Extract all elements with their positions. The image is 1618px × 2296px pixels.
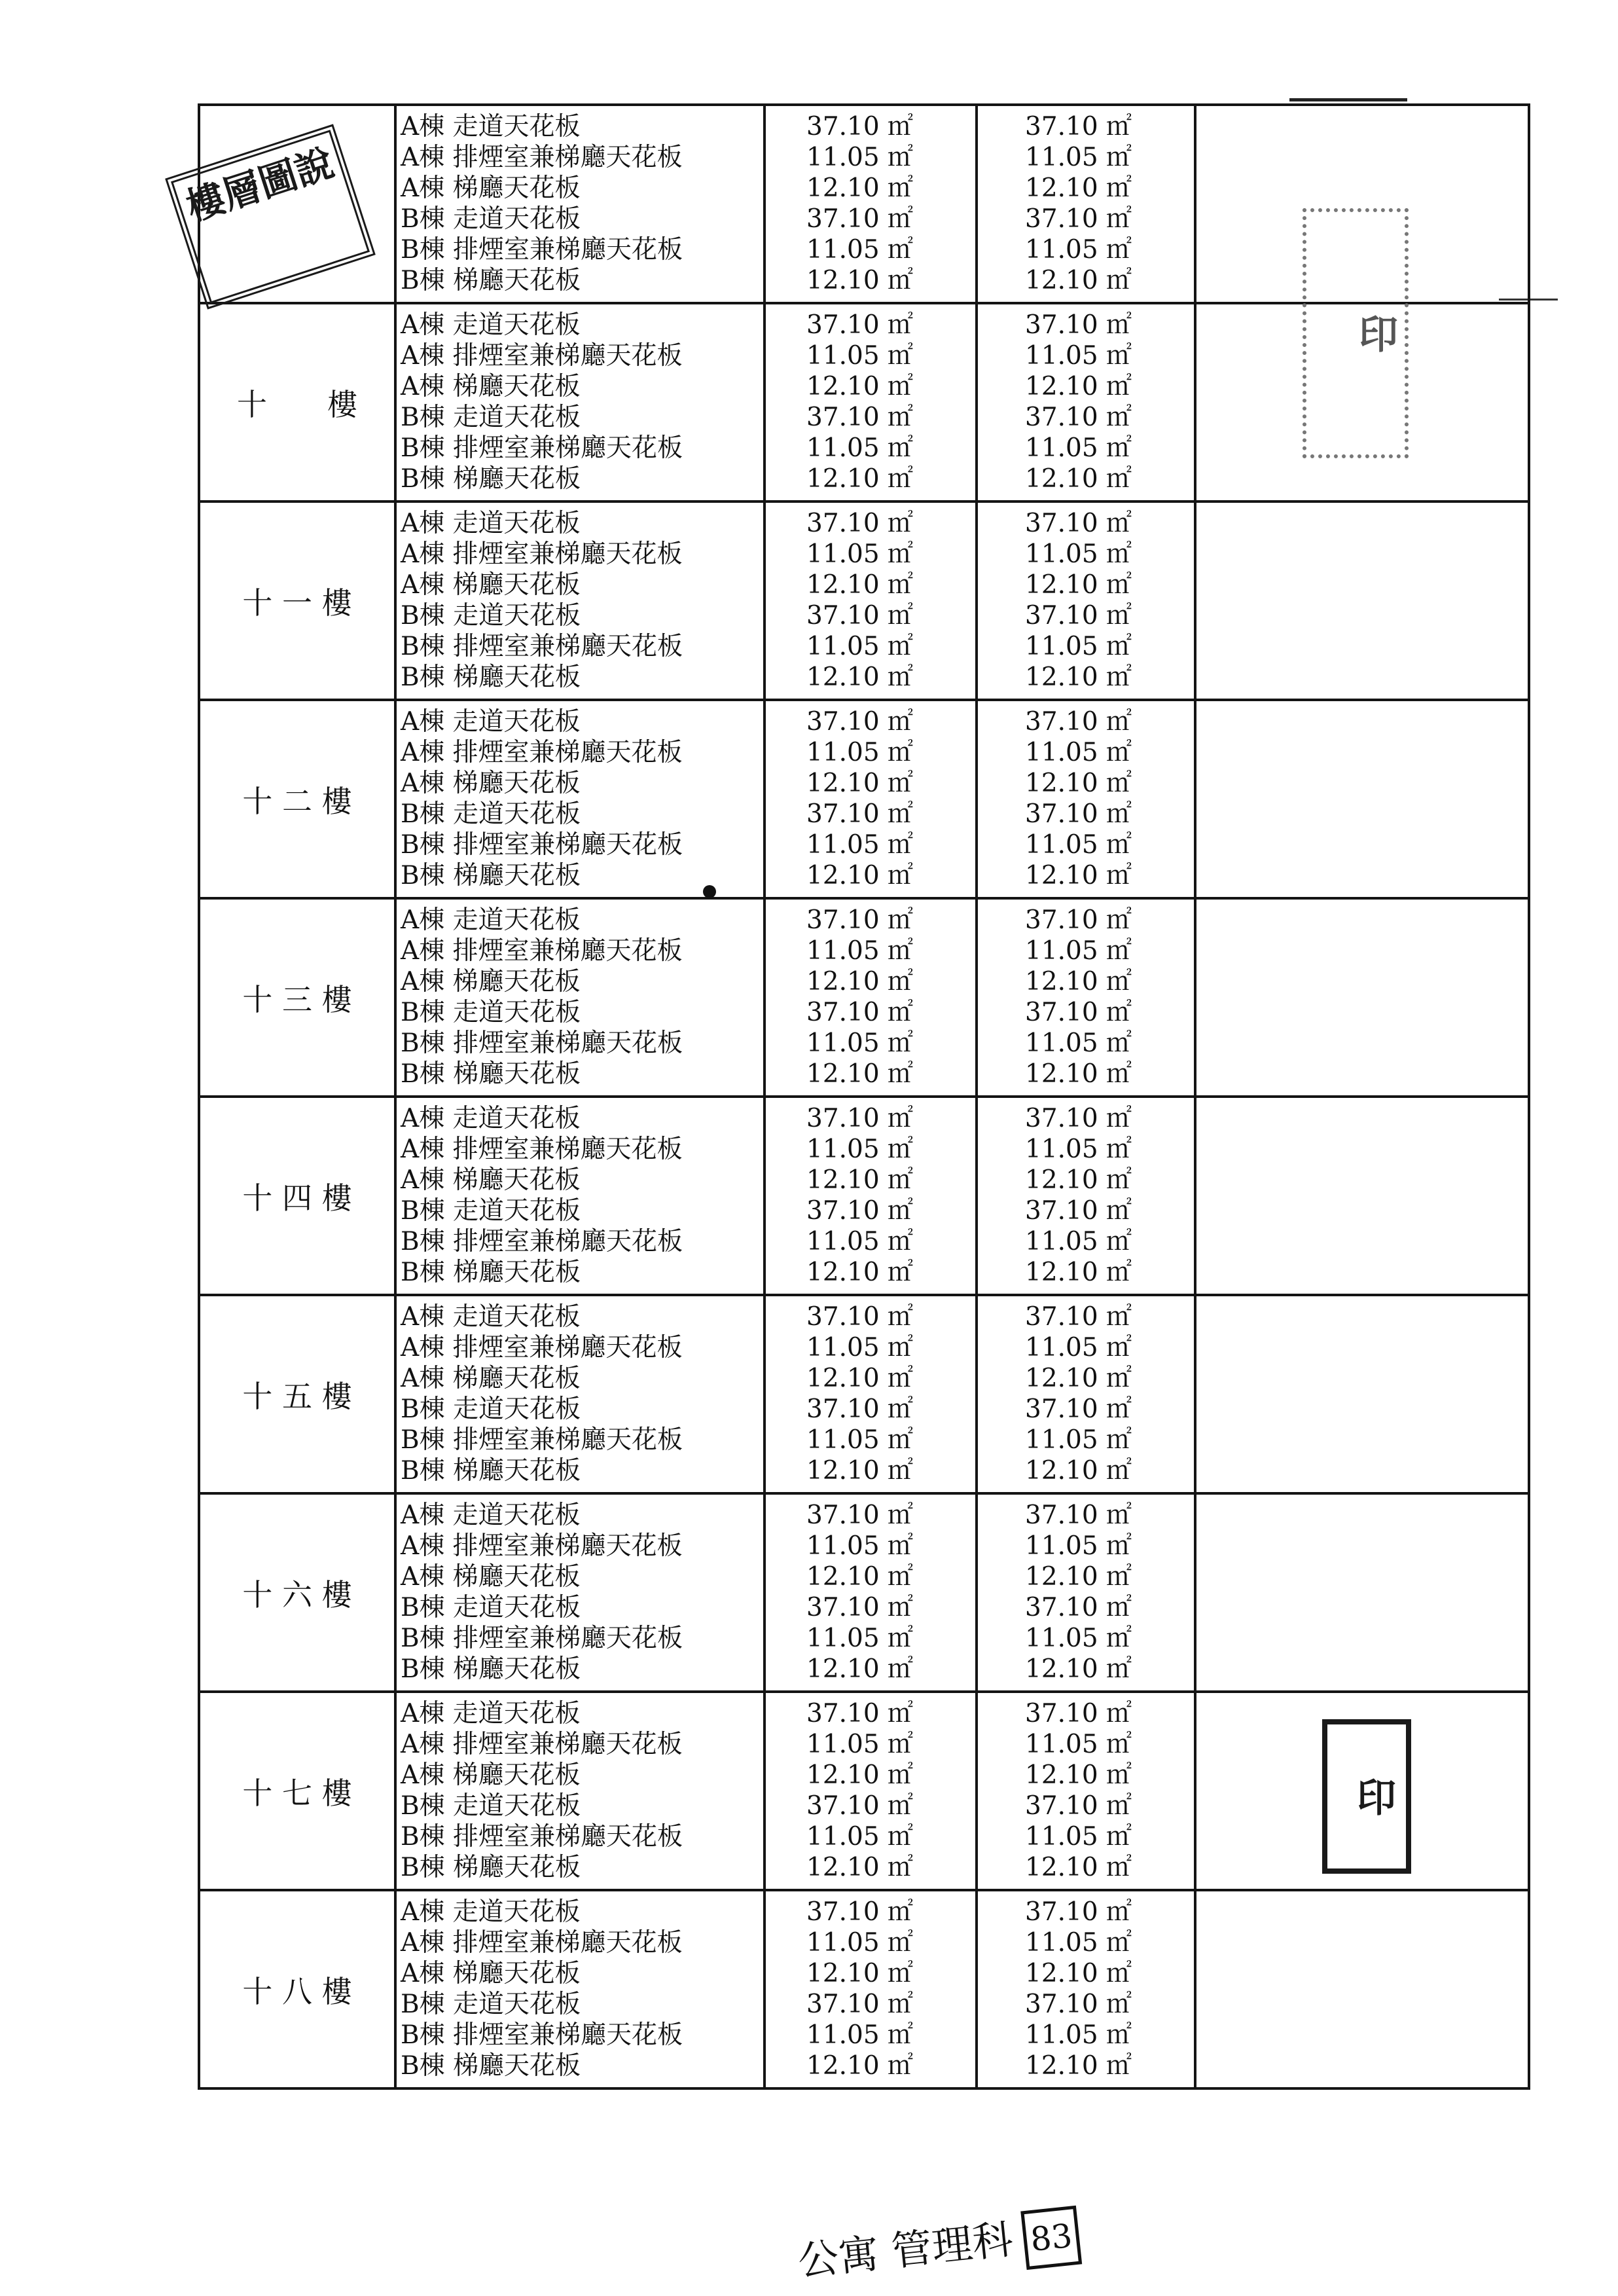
item-line: B棟 梯廳天花板 — [401, 266, 581, 295]
floor-row — [199, 898, 1529, 1097]
area-b-value: 11.05 ㎡ — [1025, 632, 1132, 661]
item-line: B棟 走道天花板 — [401, 1394, 581, 1424]
item-line: B棟 排煙室兼梯廳天花板 — [401, 1624, 683, 1653]
cell-lines — [766, 1891, 975, 2081]
cell-lines — [397, 1891, 763, 2081]
area-b-value: 12.10 ㎡ — [1025, 1562, 1132, 1592]
remarks-cell — [1195, 1097, 1529, 1295]
cell-lines — [978, 503, 1194, 693]
item-line: B棟 排煙室兼梯廳天花板 — [401, 632, 683, 661]
area-a-value: 11.05 ㎡ — [806, 1425, 914, 1455]
item-line: A棟 排煙室兼梯廳天花板 — [401, 1135, 683, 1164]
item-line: B棟 走道天花板 — [401, 1593, 581, 1622]
floor-row — [199, 1295, 1529, 1493]
item-line: B棟 梯廳天花板 — [401, 1059, 581, 1089]
area-a-value: 11.05 ㎡ — [806, 1822, 914, 1851]
area-a-cell — [764, 1097, 977, 1295]
area-b-cell — [977, 1493, 1195, 1692]
item-line: A棟 走道天花板 — [401, 707, 581, 737]
item-cell — [395, 501, 764, 700]
area-a-cell — [764, 105, 977, 303]
area-a-value: 11.05 ㎡ — [806, 1928, 914, 1958]
seal-stamp-right-top — [1303, 208, 1409, 458]
floor-label: 十 一 樓 — [242, 585, 352, 621]
remarks-cell — [1195, 1295, 1529, 1493]
area-a-value: 37.10 ㎡ — [806, 1501, 914, 1530]
item-line: B棟 梯廳天花板 — [401, 1853, 581, 1882]
area-a-value: 12.10 ㎡ — [806, 1562, 914, 1592]
item-cell — [395, 700, 764, 898]
item-line: A棟 梯廳天花板 — [401, 1760, 581, 1790]
area-a-value: 37.10 ㎡ — [806, 601, 914, 630]
area-b-value: 37.10 ㎡ — [1025, 1990, 1132, 2019]
area-b-value: 11.05 ㎡ — [1025, 830, 1132, 860]
area-b-value: 12.10 ㎡ — [1025, 1654, 1132, 1684]
area-a-value: 11.05 ㎡ — [806, 341, 914, 371]
item-line: A棟 走道天花板 — [401, 112, 581, 141]
item-cell — [395, 303, 764, 501]
area-b-value: 37.10 ㎡ — [1025, 1897, 1132, 1927]
item-line: B棟 排煙室兼梯廳天花板 — [401, 1425, 683, 1455]
item-cell — [395, 1097, 764, 1295]
cell-lines — [978, 106, 1194, 296]
area-b-value: 37.10 ㎡ — [1025, 1501, 1132, 1530]
area-b-cell — [977, 303, 1195, 501]
item-line: B棟 梯廳天花板 — [401, 2051, 581, 2081]
item-line: B棟 排煙室兼梯廳天花板 — [401, 235, 683, 264]
area-a-value: 12.10 ㎡ — [806, 769, 914, 798]
area-a-value: 37.10 ㎡ — [806, 112, 914, 141]
cell-lines — [397, 1495, 763, 1685]
floor-label: 十 二 樓 — [242, 783, 352, 819]
item-line: A棟 走道天花板 — [401, 1897, 581, 1927]
cell-lines — [766, 1098, 975, 1288]
area-a-value: 37.10 ㎡ — [806, 1593, 914, 1622]
item-line: B棟 走道天花板 — [401, 1791, 581, 1821]
cell-lines — [397, 1098, 763, 1288]
floor-label-cell — [199, 303, 395, 501]
area-b-value: 12.10 ㎡ — [1025, 1853, 1132, 1882]
area-a-value: 37.10 ㎡ — [806, 403, 914, 432]
floor-label: 十 五 樓 — [242, 1378, 352, 1414]
area-b-value: 11.05 ㎡ — [1025, 1531, 1132, 1561]
floor-row — [199, 700, 1529, 898]
area-a-value: 11.05 ㎡ — [806, 1029, 914, 1058]
area-b-value: 12.10 ㎡ — [1025, 464, 1132, 494]
footer-page-stamp — [795, 2202, 1120, 2287]
area-a-value: 12.10 ㎡ — [806, 1654, 914, 1684]
area-b-value: 11.05 ㎡ — [1025, 2020, 1132, 2050]
area-a-value: 11.05 ㎡ — [806, 2020, 914, 2050]
area-b-value: 11.05 ㎡ — [1025, 143, 1132, 172]
floor-label-cell — [199, 1295, 395, 1493]
cell-lines — [397, 900, 763, 1089]
area-b-value: 12.10 ㎡ — [1025, 2051, 1132, 2081]
area-a-value: 11.05 ㎡ — [806, 632, 914, 661]
cell-lines — [397, 701, 763, 891]
area-b-value: 11.05 ㎡ — [1025, 1227, 1132, 1256]
cell-lines — [766, 1296, 975, 1486]
area-b-value: 37.10 ㎡ — [1025, 905, 1132, 935]
area-b-cell — [977, 700, 1195, 898]
area-b-value: 11.05 ㎡ — [1025, 539, 1132, 569]
item-line: A棟 走道天花板 — [401, 1699, 581, 1728]
area-b-value: 12.10 ㎡ — [1025, 1456, 1132, 1485]
item-line: A棟 排煙室兼梯廳天花板 — [401, 539, 683, 569]
item-line: A棟 梯廳天花板 — [401, 1364, 581, 1393]
cell-lines — [978, 900, 1194, 1089]
area-a-value: 37.10 ㎡ — [806, 1302, 914, 1332]
item-line: B棟 梯廳天花板 — [401, 464, 581, 494]
area-a-value: 11.05 ㎡ — [806, 1624, 914, 1653]
cell-lines — [766, 900, 975, 1089]
item-line: A棟 走道天花板 — [401, 905, 581, 935]
area-a-value: 11.05 ㎡ — [806, 936, 914, 966]
cell-lines — [766, 503, 975, 693]
item-line: B棟 排煙室兼梯廳天花板 — [401, 433, 683, 463]
area-b-value: 37.10 ㎡ — [1025, 707, 1132, 737]
item-line: B棟 走道天花板 — [401, 601, 581, 630]
cell-lines — [766, 106, 975, 296]
area-b-value: 11.05 ㎡ — [1025, 1928, 1132, 1958]
item-line: A棟 梯廳天花板 — [401, 570, 581, 600]
item-line: B棟 梯廳天花板 — [401, 1456, 581, 1485]
area-a-value: 12.10 ㎡ — [806, 1456, 914, 1485]
area-a-value: 11.05 ㎡ — [806, 1227, 914, 1256]
cell-lines — [978, 1495, 1194, 1685]
area-a-value: 12.10 ㎡ — [806, 1364, 914, 1393]
area-b-value: 12.10 ㎡ — [1025, 769, 1132, 798]
area-a-value: 12.10 ㎡ — [806, 2051, 914, 2081]
floor-label: 十 樓 — [237, 386, 357, 422]
area-a-cell — [764, 1493, 977, 1692]
area-b-value: 37.10 ㎡ — [1025, 1394, 1132, 1424]
cell-lines — [766, 1495, 975, 1685]
cell-lines — [978, 1891, 1194, 2081]
item-cell — [395, 898, 764, 1097]
area-a-value: 37.10 ㎡ — [806, 1897, 914, 1927]
floor-label-cell — [199, 1890, 395, 2088]
area-b-value: 11.05 ㎡ — [1025, 235, 1132, 264]
item-line: B棟 梯廳天花板 — [401, 861, 581, 890]
item-cell — [395, 1295, 764, 1493]
area-a-value: 11.05 ㎡ — [806, 738, 914, 767]
cell-lines — [766, 304, 975, 494]
area-a-value: 12.10 ㎡ — [806, 1853, 914, 1882]
remarks-cell — [1195, 1493, 1529, 1692]
cell-lines — [978, 701, 1194, 891]
area-b-value: 37.10 ㎡ — [1025, 403, 1132, 432]
area-a-cell — [764, 1692, 977, 1890]
area-a-value: 37.10 ㎡ — [806, 1196, 914, 1226]
item-line: B棟 梯廳天花板 — [401, 663, 581, 692]
area-b-value: 11.05 ㎡ — [1025, 1822, 1132, 1851]
area-b-value: 12.10 ㎡ — [1025, 1760, 1132, 1790]
area-b-value: 11.05 ㎡ — [1025, 1624, 1132, 1653]
area-a-value: 11.05 ㎡ — [806, 1333, 914, 1362]
area-a-cell — [764, 1295, 977, 1493]
item-line: B棟 走道天花板 — [401, 1196, 581, 1226]
area-b-value: 11.05 ㎡ — [1025, 936, 1132, 966]
area-a-value: 11.05 ㎡ — [806, 1135, 914, 1164]
item-cell — [395, 1493, 764, 1692]
area-b-cell — [977, 898, 1195, 1097]
area-b-value: 37.10 ㎡ — [1025, 1699, 1132, 1728]
floor-label-cell — [199, 898, 395, 1097]
area-b-value: 37.10 ㎡ — [1025, 1791, 1132, 1821]
item-line: A棟 排煙室兼梯廳天花板 — [401, 1730, 683, 1759]
area-b-value: 11.05 ㎡ — [1025, 433, 1132, 463]
area-a-value: 37.10 ㎡ — [806, 799, 914, 829]
area-a-value: 11.05 ㎡ — [806, 1531, 914, 1561]
area-a-value: 37.10 ㎡ — [806, 707, 914, 737]
item-line: B棟 排煙室兼梯廳天花板 — [401, 2020, 683, 2050]
area-a-value: 12.10 ㎡ — [806, 967, 914, 996]
area-b-value: 37.10 ㎡ — [1025, 799, 1132, 829]
item-line: A棟 排煙室兼梯廳天花板 — [401, 738, 683, 767]
area-b-value: 37.10 ㎡ — [1025, 1593, 1132, 1622]
item-line: A棟 走道天花板 — [401, 310, 581, 340]
item-cell — [395, 1890, 764, 2088]
area-a-value: 11.05 ㎡ — [806, 433, 914, 463]
area-a-value: 12.10 ㎡ — [806, 1760, 914, 1790]
area-b-value: 12.10 ㎡ — [1025, 861, 1132, 890]
area-b-value: 37.10 ㎡ — [1025, 601, 1132, 630]
area-b-value: 11.05 ㎡ — [1025, 1135, 1132, 1164]
floor-label: 十 七 樓 — [242, 1775, 352, 1811]
area-a-value: 11.05 ㎡ — [806, 235, 914, 264]
floor-label: 十 三 樓 — [242, 981, 352, 1017]
area-b-cell — [977, 1692, 1195, 1890]
seal-stamp-text: 印 — [1350, 1777, 1396, 1816]
item-cell — [395, 1692, 764, 1890]
scan-mark-top — [1289, 98, 1407, 101]
area-a-value: 37.10 ㎡ — [806, 310, 914, 340]
area-a-value: 12.10 ㎡ — [806, 1258, 914, 1287]
area-b-cell — [977, 1890, 1195, 2088]
area-a-value: 12.10 ㎡ — [806, 266, 914, 295]
item-line: A棟 走道天花板 — [401, 1501, 581, 1530]
area-b-value: 37.10 ㎡ — [1025, 1302, 1132, 1332]
area-a-value: 37.10 ㎡ — [806, 509, 914, 538]
item-line: A棟 排煙室兼梯廳天花板 — [401, 1928, 683, 1958]
area-a-value: 11.05 ㎡ — [806, 143, 914, 172]
item-line: A棟 排煙室兼梯廳天花板 — [401, 143, 683, 172]
area-b-value: 11.05 ㎡ — [1025, 738, 1132, 767]
area-a-value: 11.05 ㎡ — [806, 830, 914, 860]
cell-lines — [397, 1296, 763, 1486]
floor-label-cell — [199, 700, 395, 898]
item-line: A棟 排煙室兼梯廳天花板 — [401, 341, 683, 371]
area-a-value: 37.10 ㎡ — [806, 1394, 914, 1424]
area-b-value: 37.10 ㎡ — [1025, 112, 1132, 141]
area-b-value: 12.10 ㎡ — [1025, 173, 1132, 203]
area-b-cell — [977, 105, 1195, 303]
item-line: A棟 排煙室兼梯廳天花板 — [401, 1531, 683, 1561]
area-b-value: 12.10 ㎡ — [1025, 1959, 1132, 1988]
item-line: B棟 排煙室兼梯廳天花板 — [401, 830, 683, 860]
floor-row — [199, 1493, 1529, 1692]
item-line: A棟 梯廳天花板 — [401, 1959, 581, 1988]
item-cell — [395, 105, 764, 303]
item-line: A棟 梯廳天花板 — [401, 1165, 581, 1195]
area-b-value: 37.10 ㎡ — [1025, 998, 1132, 1027]
footer-handwriting: 公寓 管理科 — [795, 2215, 1016, 2286]
item-line: B棟 排煙室兼梯廳天花板 — [401, 1822, 683, 1851]
area-a-value: 37.10 ㎡ — [806, 1791, 914, 1821]
area-a-value: 37.10 ㎡ — [806, 1990, 914, 2019]
floor-row — [199, 1097, 1529, 1295]
area-b-value: 11.05 ㎡ — [1025, 1333, 1132, 1362]
area-a-value: 37.10 ㎡ — [806, 1104, 914, 1133]
area-a-value: 12.10 ㎡ — [806, 173, 914, 203]
floor-label-cell — [199, 1692, 395, 1890]
area-b-value: 11.05 ㎡ — [1025, 341, 1132, 371]
area-b-value: 12.10 ㎡ — [1025, 570, 1132, 600]
item-line: B棟 排煙室兼梯廳天花板 — [401, 1029, 683, 1058]
cell-lines — [978, 1098, 1194, 1288]
item-line: B棟 走道天花板 — [401, 998, 581, 1027]
item-line: A棟 走道天花板 — [401, 1302, 581, 1332]
area-a-value: 11.05 ㎡ — [806, 1730, 914, 1759]
item-line: B棟 走道天花板 — [401, 403, 581, 432]
floor-row — [199, 1890, 1529, 2088]
area-b-value: 12.10 ㎡ — [1025, 372, 1132, 401]
floor-label-cell — [199, 1493, 395, 1692]
item-line: A棟 梯廳天花板 — [401, 173, 581, 203]
area-b-value: 11.05 ㎡ — [1025, 1730, 1132, 1759]
floor-label: 十 四 樓 — [242, 1180, 352, 1216]
remarks-cell — [1195, 700, 1529, 898]
area-b-value: 37.10 ㎡ — [1025, 310, 1132, 340]
area-b-value: 37.10 ㎡ — [1025, 1196, 1132, 1226]
area-b-cell — [977, 1295, 1195, 1493]
remarks-cell — [1195, 501, 1529, 700]
cell-lines — [397, 106, 763, 296]
area-a-cell — [764, 700, 977, 898]
item-line: A棟 梯廳天花板 — [401, 1562, 581, 1592]
floor-label: 十 六 樓 — [242, 1576, 352, 1613]
area-a-cell — [764, 501, 977, 700]
cell-lines — [397, 503, 763, 693]
area-b-value: 12.10 ㎡ — [1025, 1059, 1132, 1089]
cell-lines — [766, 1693, 975, 1883]
remarks-cell — [1195, 1890, 1529, 2088]
remarks-cell — [1195, 898, 1529, 1097]
area-a-value: 12.10 ㎡ — [806, 663, 914, 692]
area-a-value: 12.10 ㎡ — [806, 1059, 914, 1089]
item-line: B棟 梯廳天花板 — [401, 1258, 581, 1287]
area-a-value: 37.10 ㎡ — [806, 998, 914, 1027]
cell-lines — [978, 1296, 1194, 1486]
area-a-value: 12.10 ㎡ — [806, 1165, 914, 1195]
area-b-cell — [977, 501, 1195, 700]
area-a-value: 37.10 ㎡ — [806, 905, 914, 935]
area-b-value: 37.10 ㎡ — [1025, 509, 1132, 538]
floor-row — [199, 501, 1529, 700]
area-a-value: 12.10 ㎡ — [806, 372, 914, 401]
area-b-value: 11.05 ㎡ — [1025, 1425, 1132, 1455]
area-a-value: 12.10 ㎡ — [806, 861, 914, 890]
ink-dot — [703, 885, 716, 898]
item-line: B棟 梯廳天花板 — [401, 1654, 581, 1684]
area-b-value: 37.10 ㎡ — [1025, 204, 1132, 234]
area-a-value: 12.10 ㎡ — [806, 1959, 914, 1988]
area-a-value: 37.10 ㎡ — [806, 1699, 914, 1728]
area-a-value: 11.05 ㎡ — [806, 539, 914, 569]
area-b-cell — [977, 1097, 1195, 1295]
cell-lines — [397, 1693, 763, 1883]
area-b-value: 12.10 ㎡ — [1025, 266, 1132, 295]
item-line: A棟 走道天花板 — [401, 1104, 581, 1133]
area-b-value: 12.10 ㎡ — [1025, 1258, 1132, 1287]
area-a-value: 37.10 ㎡ — [806, 204, 914, 234]
seal-stamp-right-lower — [1322, 1719, 1411, 1874]
area-b-value: 12.10 ㎡ — [1025, 1165, 1132, 1195]
area-b-value: 12.10 ㎡ — [1025, 1364, 1132, 1393]
seal-stamp-text: 印 — [1352, 314, 1398, 353]
item-line: A棟 梯廳天花板 — [401, 769, 581, 798]
area-b-value: 12.10 ㎡ — [1025, 663, 1132, 692]
cell-lines — [397, 304, 763, 494]
item-line: A棟 梯廳天花板 — [401, 967, 581, 996]
area-a-cell — [764, 1890, 977, 2088]
area-a-value: 12.10 ㎡ — [806, 570, 914, 600]
seal-stamp-text: 樓層圖說 — [181, 140, 340, 230]
item-line: B棟 走道天花板 — [401, 799, 581, 829]
area-b-value: 11.05 ㎡ — [1025, 1029, 1132, 1058]
item-line: B棟 走道天花板 — [401, 204, 581, 234]
cell-lines — [766, 701, 975, 891]
item-line: A棟 排煙室兼梯廳天花板 — [401, 1333, 683, 1362]
floor-label-cell — [199, 501, 395, 700]
area-a-cell — [764, 898, 977, 1097]
item-line: A棟 排煙室兼梯廳天花板 — [401, 936, 683, 966]
area-a-value: 12.10 ㎡ — [806, 464, 914, 494]
page-number: 83 — [1020, 2206, 1083, 2270]
item-line: A棟 走道天花板 — [401, 509, 581, 538]
floor-label-cell — [199, 1097, 395, 1295]
area-b-value: 12.10 ㎡ — [1025, 967, 1132, 996]
area-b-value: 37.10 ㎡ — [1025, 1104, 1132, 1133]
item-line: B棟 排煙室兼梯廳天花板 — [401, 1227, 683, 1256]
item-line: A棟 梯廳天花板 — [401, 372, 581, 401]
cell-lines — [978, 1693, 1194, 1883]
floor-label: 十 八 樓 — [242, 1973, 352, 2009]
cell-lines — [978, 304, 1194, 494]
area-a-cell — [764, 303, 977, 501]
item-line: B棟 走道天花板 — [401, 1990, 581, 2019]
